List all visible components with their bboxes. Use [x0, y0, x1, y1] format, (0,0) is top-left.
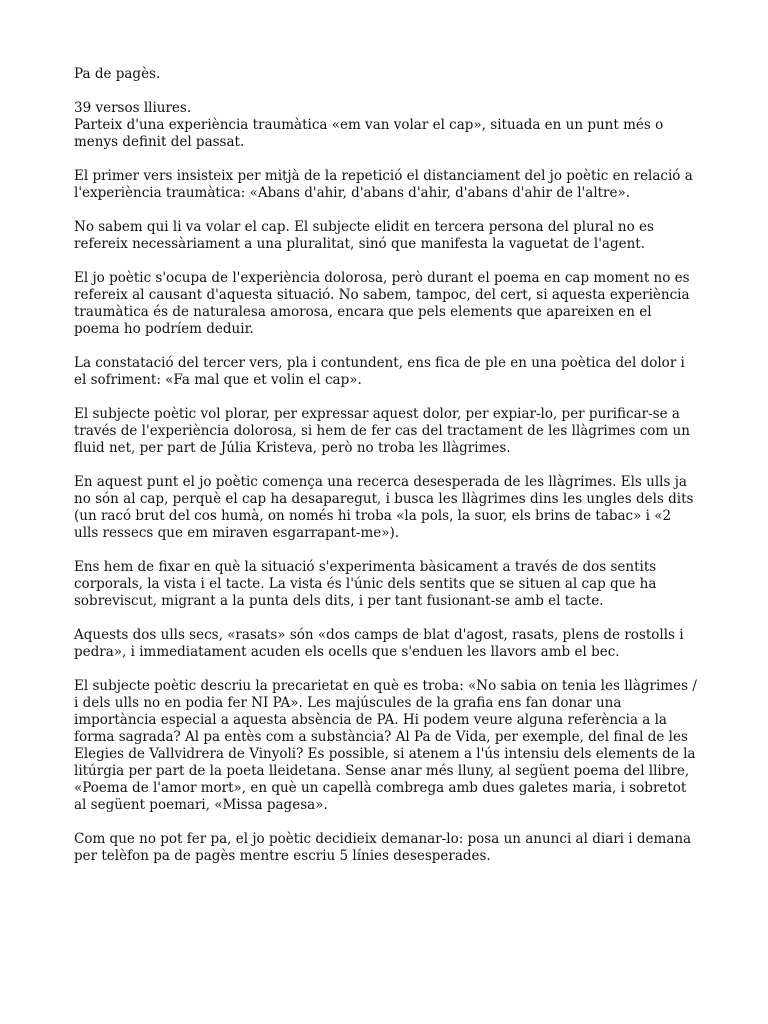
paragraph-closing: Com que no pot fer pa, el jo poètic decidieix demanar-lo: posa un anunci al diari i demana per telèfon pa de pagès mentre escriu 5 línies desesperades. [74, 831, 692, 864]
paragraph-elided-subject: No sabem qui li va volar el cap. El subjecte elidit en tercera persona del plural no es refereix necessàriament a una pluralitat, sinó que manifesta la vaguetat de l'agent. [74, 219, 654, 252]
paragraph-verse-count: 39 versos lliures. Parteix d'una experiència traumàtica «em van volar el cap», situada en un punt més o menys definit del passat. [74, 100, 664, 150]
paragraph-first-verse: El primer vers insisteix per mitjà de la repetició el distanciament del jo poètic en relació a l'experiència traumàtica: «Abans d'ahir, d'abans d'ahir, d'abans d'ahir de l'altre». [74, 168, 693, 201]
paragraph-dry-eyes: Aquests dos ulls secs, «rasats» són «dos camps de blat d'agost, rasats, plens de rostolls i pedra», i immediatament acuden els ocells que s'enduen les llavors amb el bec. [74, 627, 684, 660]
paragraph-tears: El subjecte poètic vol plorar, per expressar aquest dolor, per expiar-lo, per purificar-se a través de l'experiència dolorosa, si hem de fer cas del tractament de les llàgrimes com un fluid net, per part de Júlia Kristeva, però no troba les llàgrimes. [74, 406, 690, 456]
paragraph-search: En aquest punt el jo poètic comença una recerca desesperada de les llàgrimes. Els ulls ja no són al cap, perquè el cap ha desaparegut, i busca les llàgrimes dins les ungles dels dits (un racó brut del cos humà, on només hi troba «la pols, la suor, els brins de tabac» i «2 ulls ressecs que em miraven esgarrapant-me»). [74, 474, 694, 541]
paragraph-precarity: El subjecte poètic descriu la precarietat en què es troba: «No sabia on tenia les llàgrimes / i dels ulls no en podia fer NI PA». Les majúscules de la grafia ens fan donar una importància especial a aquesta absència de PA. Hi podem veure alguna referència a la forma sagrada? Al pa entès com a substància? Al Pa de Vida, per exemple, del final de les Elegies de Vallvidrera de Vinyoli? Es possible, si atenem a l'ús intensiu dels elements de la litúrgia per part de la poeta lleidetana. Sense anar més lluny, al següent poema del llibre, «Poema de l'amor mort», en què un capellà combrega amb dues galetes maria, i sobretot al següent poemari, «Missa pagesa». [74, 678, 697, 813]
document-title: Pa de pagès. [74, 66, 161, 82]
paragraph-third-verse: La constatació del tercer vers, pla i contundent, ens fica de ple en una poètica del dolor i el sofriment: «Fa mal que et volin el cap». [74, 355, 685, 388]
paragraph-painful-experience: El jo poètic s'ocupa de l'experiència dolorosa, però durant el poema en cap moment no es refereix al causant d'aquesta situació. No sabem, tampoc, del cert, si aquesta experiència traumàtica és de naturalesa amorosa, encara que pels elements que apareixen en el poema ho podríem deduir. [74, 270, 690, 337]
document-page [74, 66, 698, 882]
paragraph-senses: Ens hem de fixar en què la situació s'experimenta bàsicament a través de dos sentits corporals, la vista i el tacte. La vista és l'únic dels sentits que se situen al cap que ha sobreviscut, migrant a la punta dels dits, i per tant fusionant-se amb el tacte. [74, 559, 657, 609]
